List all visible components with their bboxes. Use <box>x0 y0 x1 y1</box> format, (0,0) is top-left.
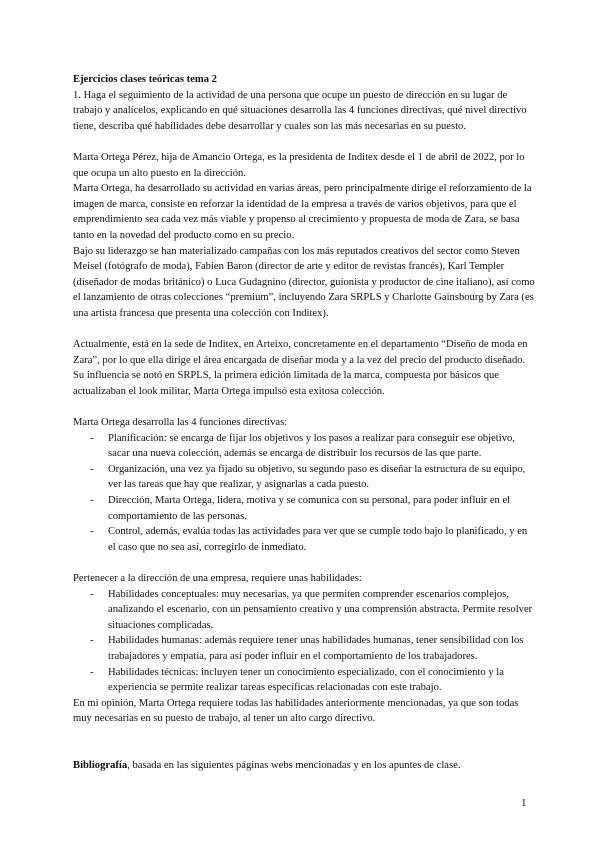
page-number: 1 <box>521 797 527 809</box>
paragraph-activity: Marta Ortega, ha desarrollado su actividad en varias áreas, pero principalmente dirige el reforzamiento de la imagen de marca, consiste en reforzar la identidad de la empresa a través de varios objetivos, para que el emprendimiento sea cada vez más viable y propenso al crecimiento y propuesta de moda de Zara, se basa tanto en la novedad del producto como en su precio. <box>73 183 532 241</box>
question-text: 1. Haga el seguimiento de la actividad de una persona que ocupe un puesto de dirección en su lugar de trabajo y analícelos, explicando en qué situaciones desarrolla las 4 funciones directivas, qué nivel directivo tiene, describa qué habilidades debe desarrollar y cuales son las más necesarias en su puesto. <box>73 89 527 132</box>
list-marker: - <box>90 495 94 507</box>
paragraph-opinion: En mi opinión, Marta Ortega requiere todas las habilidades anteriormente mencionadas, ya que son todas muy necesarias en su puesto de trabajo, al tener un alto cargo directivo. <box>73 697 519 725</box>
list-item-text: Control, además, evalúa todas las actividades para ver que se cumple todo bajo lo planificado, y en el caso que no sea así, corregirlo de inmediato. <box>108 526 528 553</box>
bibliography-text: , basada en las siguientes páginas webs mencionadas y en los apuntes de clase. <box>127 760 461 772</box>
functions-list <box>73 431 535 556</box>
list-item <box>73 524 535 555</box>
list-item <box>73 462 535 493</box>
list-marker: - <box>90 635 94 647</box>
list-item-text: Habilidades técnicas: incluyen tener un conocimiento especializado, con el conocimiento y la experiencia se permite realizar tareas específicas relacionadas con este trabajo. <box>108 666 504 694</box>
document-body <box>73 72 535 774</box>
list-marker: - <box>90 666 94 678</box>
paragraph-current: Actualmente, está en la sede de Inditex, en Arteixo, concretamente en el departamento “Diseño de moda en Zara”, por lo que ella dirige el área encargada de diseñar moda y a la vez del precio del producto diseñado. <box>73 339 528 366</box>
bibliography <box>73 758 535 774</box>
list-marker: - <box>90 463 94 475</box>
paragraph-leadership: Bajo su liderazgo se han materializado campañas con los más reputados creativos del sector como Steven Meisel (fotógrafo de moda), Fabien Baron (director de arte y editor de revistas francés), Karl Templer (diseñador de modas británico) o Luca Gudagnino (director, guionista y productor de cine italiano), así como el lanzamiento de otras colecciones “premium”, incluyendo Zara SRPLS y Charlotte Gainsbourg by Zara (es una artista francesa que presenta una colección con Inditex). <box>73 245 535 319</box>
list-item <box>73 431 535 462</box>
paragraph-functions-intro: Marta Ortega desarrolla las 4 funciones directivas: <box>73 417 288 429</box>
paragraph-skills-intro: Pertenecer a la dirección de una empresa, requiere unas habilidades: <box>73 573 362 584</box>
bibliography-label: Bibliografía <box>73 760 128 772</box>
list-item-text: Organización, una vez ya fijado su objetivo, su segundo paso es diseñar la estructura de su equipo, ver las tareas que hay que realizar, y asignarlas a cada puesto. <box>108 463 526 491</box>
spacer <box>73 555 535 571</box>
list-item-text: Habilidades conceptuales: muy necesarias, ya que permiten comprender escenarios complejos, analizando el escenario, con un pensamiento creativo y una comprensión abstracta. Permite resolver situaciones complicadas. <box>108 588 533 631</box>
list-marker: - <box>90 526 94 538</box>
paragraph-influence: Su influencia se notó en SRPLS, la primera edición limitada de la marca, compuesta por básicos que actualizaban el look militar, Marta Ortega impulsó esta exitosa colección. <box>73 370 499 397</box>
spacer <box>73 134 535 150</box>
list-item <box>73 633 535 664</box>
document-title: Ejercicios clases teóricas tema 2 <box>73 74 217 85</box>
spacer <box>73 399 535 415</box>
list-item <box>73 587 535 634</box>
skills-list <box>73 587 535 696</box>
list-item-text: Habilidades humanas: además requiere tener unas habilidades humanas, tener sensibilidad con los trabajadores y empatía, para así poder influir en el comportamiento de los trabajadores. <box>108 635 524 662</box>
spacer <box>73 727 535 758</box>
list-item-text: Planificación: se encarga de fijar los objetivos y los pasos a realizar para conseguir ese objetivo, sacar una nueva colección, además se encarga de distribuir los recursos de las que parte. <box>108 432 515 460</box>
list-item <box>73 665 535 696</box>
list-item <box>73 493 535 524</box>
paragraph-intro: Marta Ortega Pérez, hija de Amancio Ortega, es la presidenta de Inditex desde el 1 de abril de 2022, por lo que ocupa un alto puesto en la dirección. <box>73 151 525 179</box>
spacer <box>73 322 535 338</box>
list-item-text: Dirección, Marta Ortega, lidera, motiva y se comunica con su personal, para poder influir en el comportamiento de las personas. <box>108 495 511 522</box>
list-marker: - <box>90 432 94 444</box>
list-marker: - <box>90 588 94 600</box>
